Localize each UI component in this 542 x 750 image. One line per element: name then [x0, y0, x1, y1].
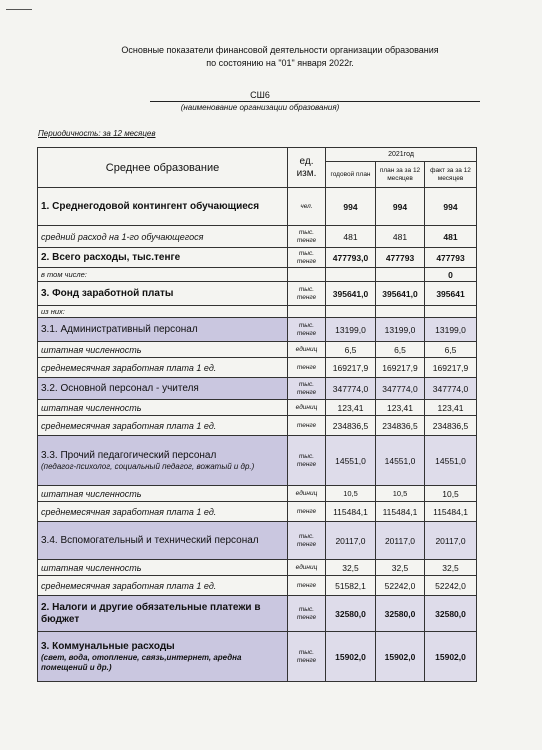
table-row	[38, 632, 477, 682]
row-fact-12: 6,5	[425, 342, 477, 358]
row-fact-12: 477793	[425, 248, 477, 268]
organization-underline	[150, 101, 480, 102]
row-plan-12: 123,41	[376, 400, 425, 416]
row-plan-year: 169217,9	[326, 358, 376, 378]
table-row	[38, 318, 477, 342]
row-name: 3. Фонд заработной платы	[38, 282, 288, 306]
row-fact-12: 481	[425, 226, 477, 248]
row-unit: тенге	[288, 576, 326, 596]
row-unit: единиц	[288, 400, 326, 416]
row-plan-12: 347774,0	[376, 378, 425, 400]
row-unit: тыс. тенге	[288, 248, 326, 268]
table-row	[38, 560, 477, 576]
row-plan-year: 115484,1	[326, 502, 376, 522]
row-plan-12: 115484,1	[376, 502, 425, 522]
table-row	[38, 188, 477, 226]
row-name: 3. Коммунальные расходы	[41, 640, 175, 652]
row-unit: тенге	[288, 502, 326, 522]
row-fact-12: 52242,0	[425, 576, 477, 596]
row-name: среднемесячная заработная плата 1 ед.	[38, 416, 288, 436]
row-name: среднемесячная заработная плата 1 ед.	[38, 358, 288, 378]
row-unit: тыс. тенге	[288, 632, 326, 682]
table-row	[38, 486, 477, 502]
row-plan-year: 13199,0	[326, 318, 376, 342]
row-name: среднемесячная заработная плата 1 ед.	[38, 576, 288, 596]
row-plan-year: 32580,0	[326, 596, 376, 632]
table-row	[38, 282, 477, 306]
row-name: среднемесячная заработная плата 1 ед.	[38, 502, 288, 522]
row-unit: чел.	[288, 188, 326, 226]
row-plan-year: 14551,0	[326, 436, 376, 486]
row-fact-12: 13199,0	[425, 318, 477, 342]
row-unit: тенге	[288, 358, 326, 378]
page-title: Основные показатели финансовой деятельности организации образования	[121, 45, 439, 55]
row-unit: тыс. тенге	[288, 282, 326, 306]
row-fact-12: 32,5	[425, 560, 477, 576]
table-row	[38, 342, 477, 358]
row-plan-12: 234836,5	[376, 416, 425, 436]
financial-table	[37, 147, 477, 682]
organization-name: СШ6	[250, 90, 270, 100]
row-plan-12: 14551,0	[376, 436, 425, 486]
row-fact-12: 14551,0	[425, 436, 477, 486]
table-row	[38, 576, 477, 596]
row-fact-12: 123,41	[425, 400, 477, 416]
row-plan-12: 32580,0	[376, 596, 425, 632]
row-name: штатная численность	[38, 342, 288, 358]
row-name-cell	[38, 632, 288, 682]
row-plan-year: 481	[326, 226, 376, 248]
row-name: в том числе:	[38, 268, 288, 282]
row-note: (педагог-психолог, социальный педагог, вожатый и др.)	[41, 461, 255, 471]
row-plan-year: 123,41	[326, 400, 376, 416]
row-plan-12: 6,5	[376, 342, 425, 358]
row-note: (свет, вода, отопление, связь,интернет, аредна помещений и др.)	[41, 652, 242, 672]
table-row	[38, 248, 477, 268]
row-plan-year: 477793,0	[326, 248, 376, 268]
table-row	[38, 226, 477, 248]
row-unit: тыс. тенге	[288, 226, 326, 248]
row-plan-12: 477793	[376, 248, 425, 268]
row-plan-12: 13199,0	[376, 318, 425, 342]
row-plan-12: 169217,9	[376, 358, 425, 378]
row-fact-12: 32580,0	[425, 596, 477, 632]
row-fact-12: 994	[425, 188, 477, 226]
row-plan-year: 6,5	[326, 342, 376, 358]
row-plan-12: 15902,0	[376, 632, 425, 682]
row-name: 3.4. Вспомогательный и технический персонал	[38, 522, 288, 560]
row-plan-12	[376, 268, 425, 282]
table-header-row	[38, 148, 477, 162]
table-row	[38, 400, 477, 416]
row-plan-12: 994	[376, 188, 425, 226]
row-name: 1. Среднегодовой контингент обучающиеся	[38, 188, 288, 226]
row-unit: единиц	[288, 342, 326, 358]
row-plan-year: 51582,1	[326, 576, 376, 596]
row-fact-12: 20117,0	[425, 522, 477, 560]
table-row	[38, 436, 477, 486]
row-name: 3.2. Основной персонал - учителя	[38, 378, 288, 400]
row-plan-year	[326, 306, 376, 318]
row-unit: тыс. тенге	[288, 596, 326, 632]
row-plan-12: 32,5	[376, 560, 425, 576]
row-unit: единиц	[288, 560, 326, 576]
header-plan-12: план за за 12 месяцев	[376, 162, 425, 188]
row-name: 3.3. Прочий педагогический персонал	[41, 449, 217, 461]
table-row	[38, 596, 477, 632]
table-row	[38, 416, 477, 436]
table-row	[38, 378, 477, 400]
organization-caption: (наименование организации образования)	[180, 103, 340, 112]
row-plan-12: 10,5	[376, 486, 425, 502]
row-name: из них:	[38, 306, 288, 318]
table-row	[38, 306, 477, 318]
table-row	[38, 502, 477, 522]
row-name: 2. Налоги и другие обязательные платежи в бюджет	[38, 596, 288, 632]
row-name: 2. Всего расходы, тыс.тенге	[38, 248, 288, 268]
row-fact-12: 395641	[425, 282, 477, 306]
row-plan-year: 32,5	[326, 560, 376, 576]
row-name: средний расход на 1-го обучающегося	[38, 226, 288, 248]
row-fact-12	[425, 306, 477, 318]
row-unit: тыс. тенге	[288, 522, 326, 560]
row-unit: тыс. тенге	[288, 436, 326, 486]
row-plan-year: 347774,0	[326, 378, 376, 400]
row-plan-12: 395641,0	[376, 282, 425, 306]
periodicity-label: Периодичность: за 12 месяцев	[38, 129, 156, 138]
row-fact-12: 169217,9	[425, 358, 477, 378]
row-plan-year: 15902,0	[326, 632, 376, 682]
header-name: Среднее образование	[38, 148, 288, 188]
row-plan-year: 20117,0	[326, 522, 376, 560]
row-name: штатная численность	[38, 560, 288, 576]
table-row	[38, 522, 477, 560]
row-plan-year	[326, 268, 376, 282]
row-fact-12: 15902,0	[425, 632, 477, 682]
row-plan-year: 395641,0	[326, 282, 376, 306]
table-row	[38, 358, 477, 378]
row-unit: тыс. тенге	[288, 378, 326, 400]
row-plan-year: 994	[326, 188, 376, 226]
scan-mark	[6, 9, 32, 10]
row-plan-year: 10,5	[326, 486, 376, 502]
row-plan-12	[376, 306, 425, 318]
row-fact-12: 10,5	[425, 486, 477, 502]
table-row	[38, 268, 477, 282]
row-plan-year: 234836,5	[326, 416, 376, 436]
row-fact-12: 0	[425, 268, 477, 282]
row-unit: тыс. тенге	[288, 318, 326, 342]
row-fact-12: 115484,1	[425, 502, 477, 522]
row-unit: единиц	[288, 486, 326, 502]
row-unit	[288, 268, 326, 282]
header-fact-12: факт за за 12 месяцев	[425, 162, 477, 188]
row-plan-12: 20117,0	[376, 522, 425, 560]
row-name-cell	[38, 436, 288, 486]
row-name: штатная численность	[38, 486, 288, 502]
row-unit: тенге	[288, 416, 326, 436]
row-fact-12: 347774,0	[425, 378, 477, 400]
header-unit: ед. изм.	[288, 148, 326, 188]
row-unit	[288, 306, 326, 318]
row-name: 3.1. Административный персонал	[38, 318, 288, 342]
page-subtitle: по состоянию на "01" января 2022г.	[206, 58, 354, 68]
row-name: штатная численность	[38, 400, 288, 416]
header-year: 2021год	[326, 148, 477, 162]
row-fact-12: 234836,5	[425, 416, 477, 436]
row-plan-12: 52242,0	[376, 576, 425, 596]
header-plan-year: годовой план	[326, 162, 376, 188]
row-plan-12: 481	[376, 226, 425, 248]
